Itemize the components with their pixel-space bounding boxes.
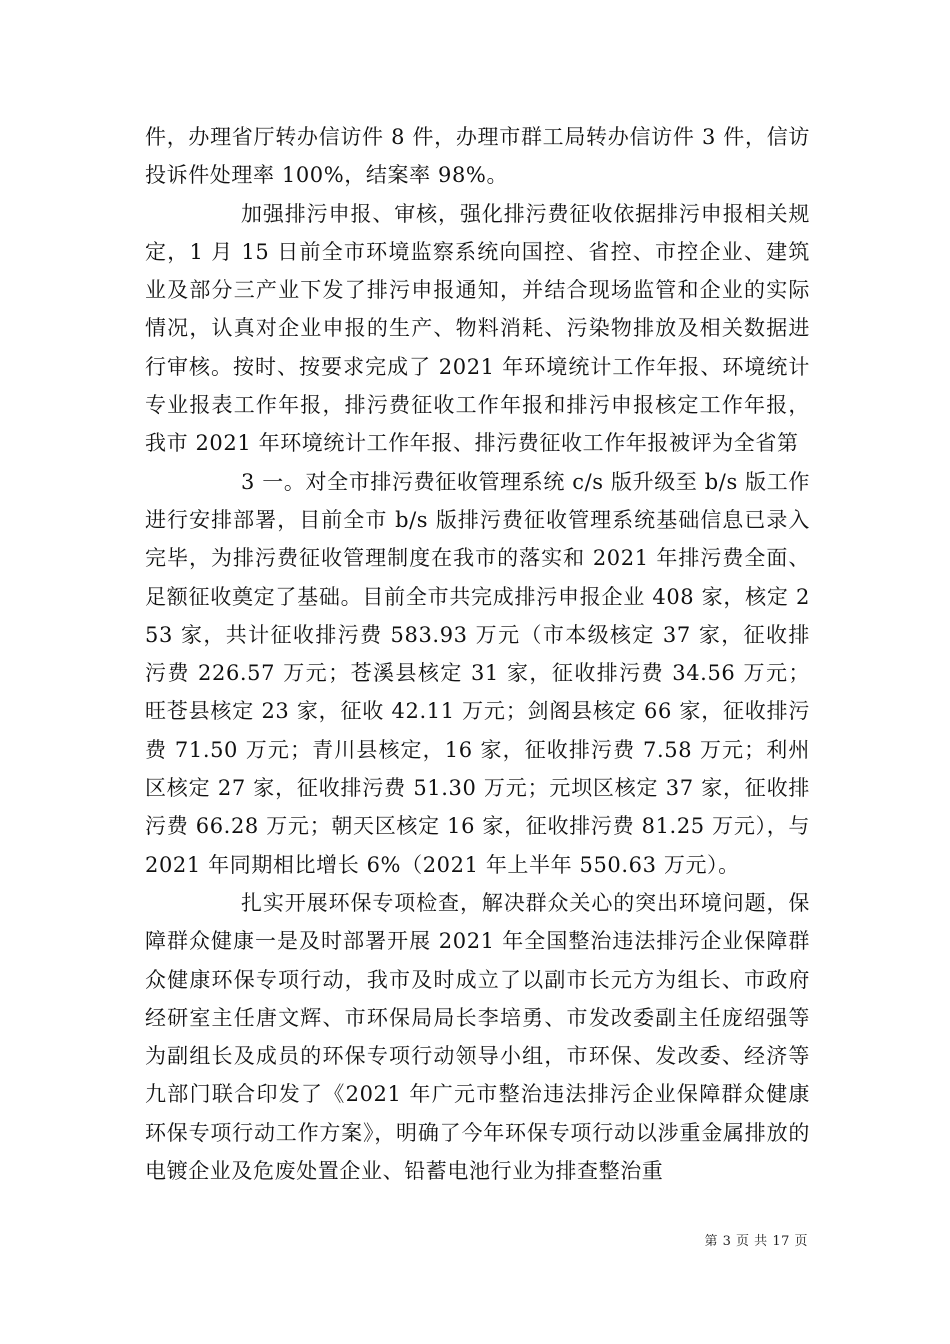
paragraph-fee-collection: 3 一。对全市排污费征收管理系统 c/s 版升级至 b/s 版工作进行安排部署，目前全市 b/s 版排污费征收管理系统基础信息已录入完毕，为排污费征收管理制度在我市的落实和 2021 年排污费全面、足额征收奠定了基础。目前全市共完成排污申报企业 408 家，核定 253 家，共计征收排污费 583.93 万元（市本级核定 37 家，征收排污费 226.57 万元；苍溪县核定 31 家，征收排污费 34.56 万元；旺苍县核定 23 家，征收 42.11 万元；剑阁县核定 66 家，征收排污费 71.50 万元；青川县核定，16 家，征收排污费 7.58 万元；利州区核定 27 家，征收排污费 51.30 万元；元坝区核定 37 家，征收排污费 66.28 万元；朝天区核定 16 家，征收排污费 81.25 万元），与 2021 年同期相比增长 6%（2021 年上半年 550.63 万元）。 — [145, 469, 810, 877]
document-body — [145, 118, 810, 1190]
page-number-footer: 第 3 页 共 17 页 — [704, 1234, 808, 1249]
paragraph-complaints-continued: 件，办理省厅转办信访件 8 件，办理市群工局转办信访件 3 件，信访投诉件处理率 100%，结案率 98%。 — [145, 125, 810, 188]
paragraph-special-inspection: 扎实开展环保专项检查，解决群众关心的突出环境问题，保障群众健康一是及时部署开展 2021 年全国整治违法排污企业保障群众健康环保专项行动，我市及时成立了以副市长元方为组长、市政府经研室主任唐文辉、市环保局局长李培勇、市发改委副主任庞绍强等为副组长及成员的环保专项行动领导小组，市环保、发改委、经济等九部门联合印发了《2021 年广元市整治违法排污企业保障群众健康环保专项行动工作方案》，明确了今年环保专项行动以涉重金属排放的电镀企业及危废处置企业、铅蓄电池行业为排查整治重 — [145, 890, 810, 1184]
paragraph-discharge-declaration: 加强排污申报、审核，强化排污费征收依据排污申报相关规定，1 月 15 日前全市环境监察系统向国控、省控、市控企业、建筑业及部分三产业下发了排污申报通知，并结合现场监管和企业的实际情况，认真对企业申报的生产、物料消耗、污染物排放及相关数据进行审核。按时、按要求完成了 2021 年环境统计工作年报、环境统计专业报表工作年报，排污费征收工作年报和排污申报核定工作年报，我市 2021 年环境统计工作年报、排污费征收工作年报被评为全省第 — [145, 201, 810, 456]
